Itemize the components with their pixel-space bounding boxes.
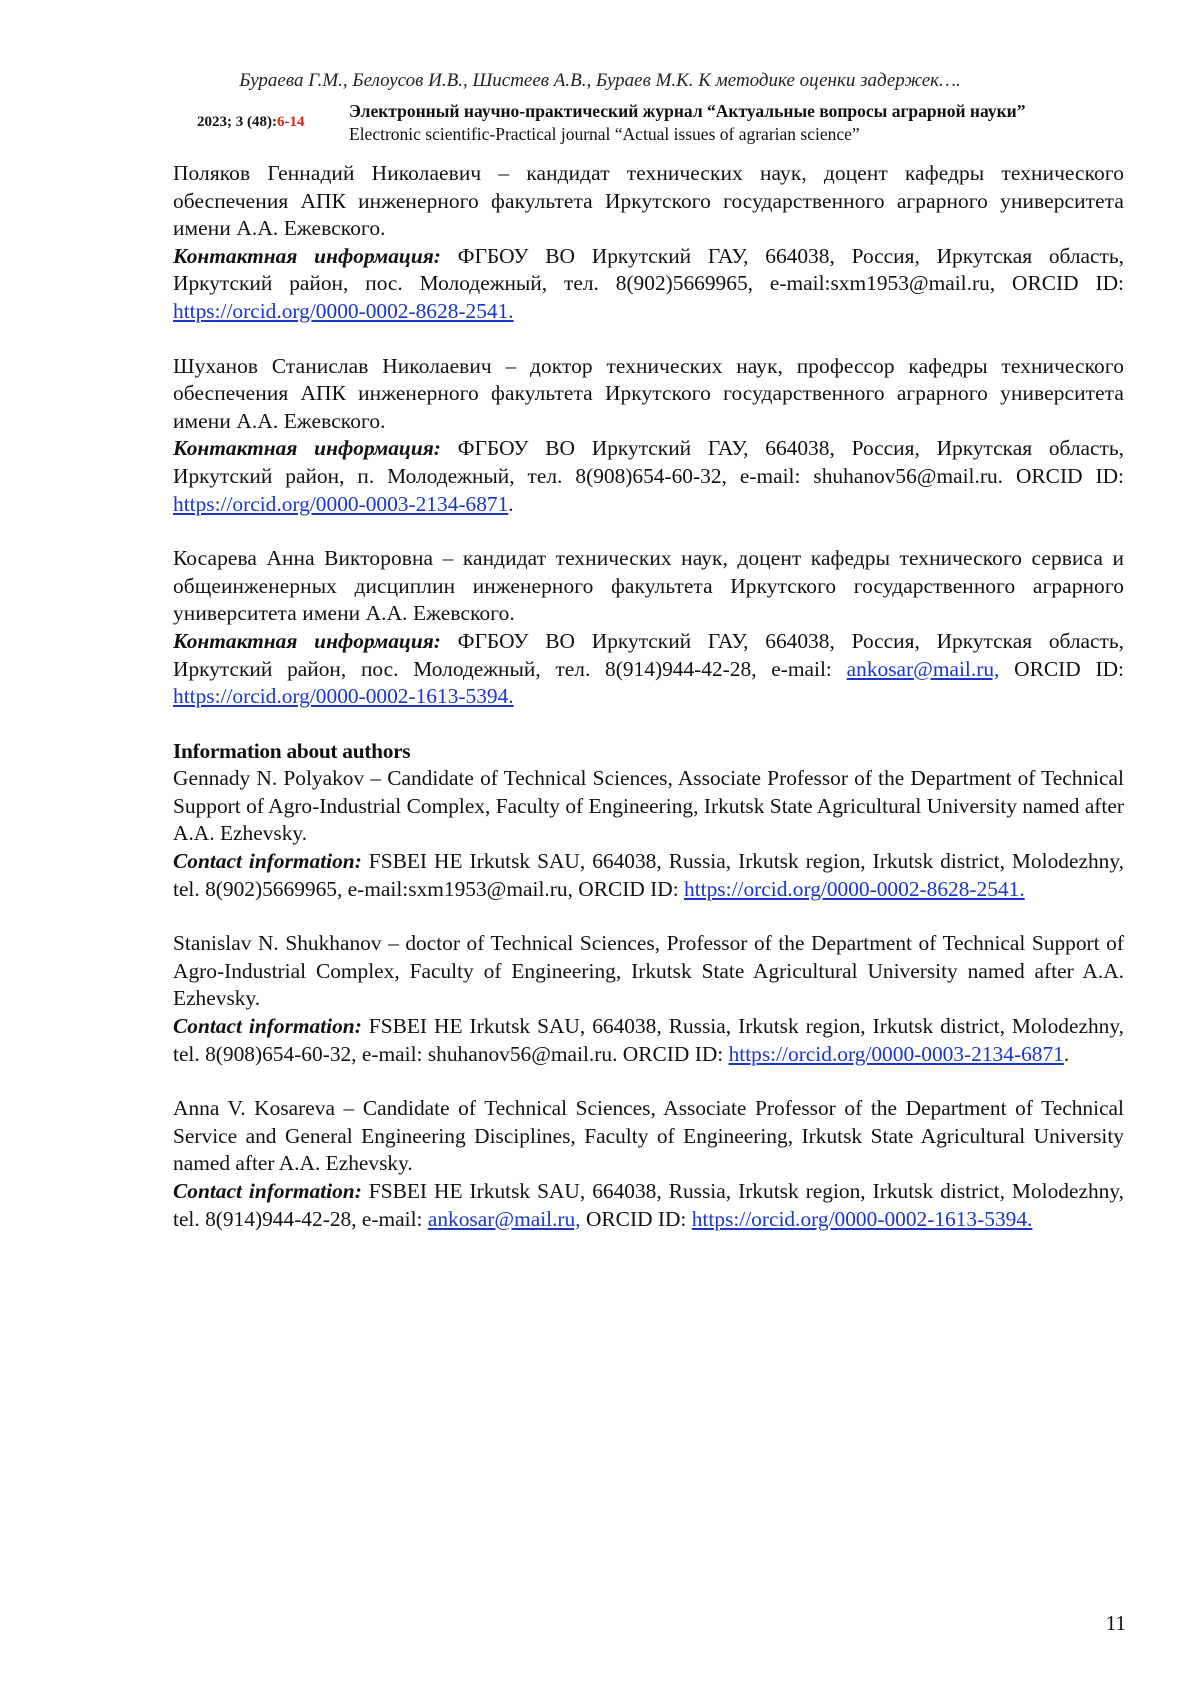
author-block-en-polyakov — [173, 765, 1124, 903]
author-contact — [173, 243, 1124, 326]
author-block-en-kosareva — [173, 1095, 1124, 1233]
trailing-period: . — [1063, 1041, 1070, 1066]
contact-text: FSBEI HE Irkutsk SAU, 664038, Russia, Irkutsk region, Irkutsk district, Molodezhny, tel. 8(914)944-42-28, e-mail: — [173, 1179, 1124, 1231]
author-bio: Stanislav N. Shukhanov – doctor of Technical Sciences, Professor of the Department of Technical Support of Agro-Industrial Complex, Faculty of Engineering, Irkutsk State Agricultural University named after A.A. Ezhevsky. — [173, 931, 1124, 1011]
issue-pages: 6-14 — [276, 114, 305, 130]
author-bio: Шуханов Станислав Николаевич – доктор технических наук, профессор кафедры технического обеспечения АПК инженерного факультета Иркутского государственного аграрного университета имени А.А. Ежевского. — [173, 353, 1124, 433]
orcid-link[interactable]: https://orcid.org/0000-0002-1613-5394. — [173, 684, 514, 709]
email-link[interactable]: ankosar@mail.ru, — [427, 1206, 581, 1231]
contact-text: ФГБОУ ВО Иркутский ГАУ, 664038, Россия, Иркутская область, Иркутский район, пос. Молодежный, тел. 8(902)5669965, e-mail:sxm1953@mail.ru, ORCID ID: — [173, 243, 1124, 296]
author-contact — [173, 1013, 1124, 1068]
journal-header — [197, 101, 1117, 149]
journal-title-en: Electronic scientific-Practical journal “Actual issues of agrarian science” — [349, 124, 860, 144]
contact-label: Contact information: — [173, 1014, 362, 1039]
orcid-link[interactable]: https://orcid.org/0000-0002-1613-5394. — [691, 1206, 1033, 1231]
orcid-link[interactable]: https://orcid.org/0000-0002-8628-2541. — [173, 298, 514, 323]
author-block-ru-polyakov — [173, 160, 1124, 326]
email-link[interactable]: ankosar@mail.ru, — [846, 656, 1000, 681]
author-contact — [173, 1178, 1124, 1233]
authors-content — [173, 160, 1124, 1260]
author-bio: Косарева Анна Викторовна – кандидат технических наук, доцент кафедры технического сервиса и общеинженерных дисциплин инженерного факультета Иркутского государственного аграрного университета имени А.А. Ежевского. — [173, 546, 1124, 626]
author-contact — [173, 435, 1124, 518]
author-contact — [173, 628, 1124, 711]
orcid-link[interactable]: https://orcid.org/0000-0003-2134-6871 — [173, 491, 509, 516]
section-heading: Information about authors — [173, 738, 411, 763]
contact-text: FSBEI HE Irkutsk SAU, 664038, Russia, Irkutsk region, Irkutsk district, Molodezhny, tel. 8(902)5669965, e-mail:sxm1953@mail.ru, ORCID ID: — [173, 849, 1124, 901]
author-bio: Gennady N. Polyakov – Candidate of Technical Sciences, Associate Professor of the Department of Technical Support of Agro-Industrial Complex, Faculty of Engineering, Irkutsk State Agricultural University named after A.A. Ezhevsky. — [173, 766, 1124, 846]
contact-label: Контактная информация: — [173, 243, 441, 268]
contact-text-mid: ORCID ID: — [580, 1206, 692, 1231]
contact-text: ФГБОУ ВО Иркутский ГАУ, 664038, Россия, Иркутская область, Иркутский район, пос. Молодежный, тел. 8(914)944-42-28, e-mail: — [173, 628, 1124, 681]
running-head: Бураева Г.М., Белоусов И.В., Шистеев А.В., Бураев М.К. К методике оценки задержек…. — [239, 70, 961, 91]
contact-label: Contact information: — [173, 1179, 362, 1203]
trailing-period: . — [508, 491, 514, 516]
author-block-ru-shukhanov — [173, 353, 1124, 519]
author-block-ru-kosareva — [173, 545, 1124, 711]
contact-text: ФГБОУ ВО Иркутский ГАУ, 664038, Россия, Иркутская область, Иркутский район, п. Молодежный, тел. 8(908)654-60-32, e-mail: shuhanov56@mail.ru. ORCID ID: — [173, 436, 1124, 488]
issue-number: 2023; 3 (48): — [197, 114, 277, 130]
page-number: 11 — [1105, 1611, 1126, 1635]
contact-text: FSBEI HE Irkutsk SAU, 664038, Russia, Irkutsk region, Irkutsk district, Molodezhny, tel. 8(908)654-60-32, e-mail: shuhanov56@mail.ru. ORCID ID: — [173, 1014, 1124, 1066]
contact-text-mid: ORCID ID: — [999, 656, 1124, 681]
journal-title-ru: Электронный научно-практический журнал “Актуальные вопросы аграрной науки” — [349, 101, 1026, 121]
author-contact — [173, 848, 1124, 903]
issue-info — [197, 114, 304, 131]
orcid-link[interactable]: https://orcid.org/0000-0002-8628-2541. — [684, 876, 1025, 901]
contact-label: Контактная информация: — [173, 628, 441, 653]
author-bio: Anna V. Kosareva – Candidate of Technical Sciences, Associate Professor of the Department of Technical Service and General Engineering Disciplines, Faculty of Engineering, Irkutsk State Agricultural University named after A.A. Ezhevsky. — [173, 1096, 1124, 1176]
author-bio: Поляков Геннадий Николаевич – кандидат технических наук, доцент кафедры технического обеспечения АПК инженерного факультета Иркутского государственного аграрного университета имени А.А. Ежевского. — [173, 161, 1124, 241]
contact-label: Контактная информация: — [173, 436, 441, 461]
contact-label: Contact information: — [173, 849, 362, 874]
author-block-en-shukhanov — [173, 930, 1124, 1068]
orcid-link[interactable]: https://orcid.org/0000-0003-2134-6871 — [728, 1041, 1064, 1066]
